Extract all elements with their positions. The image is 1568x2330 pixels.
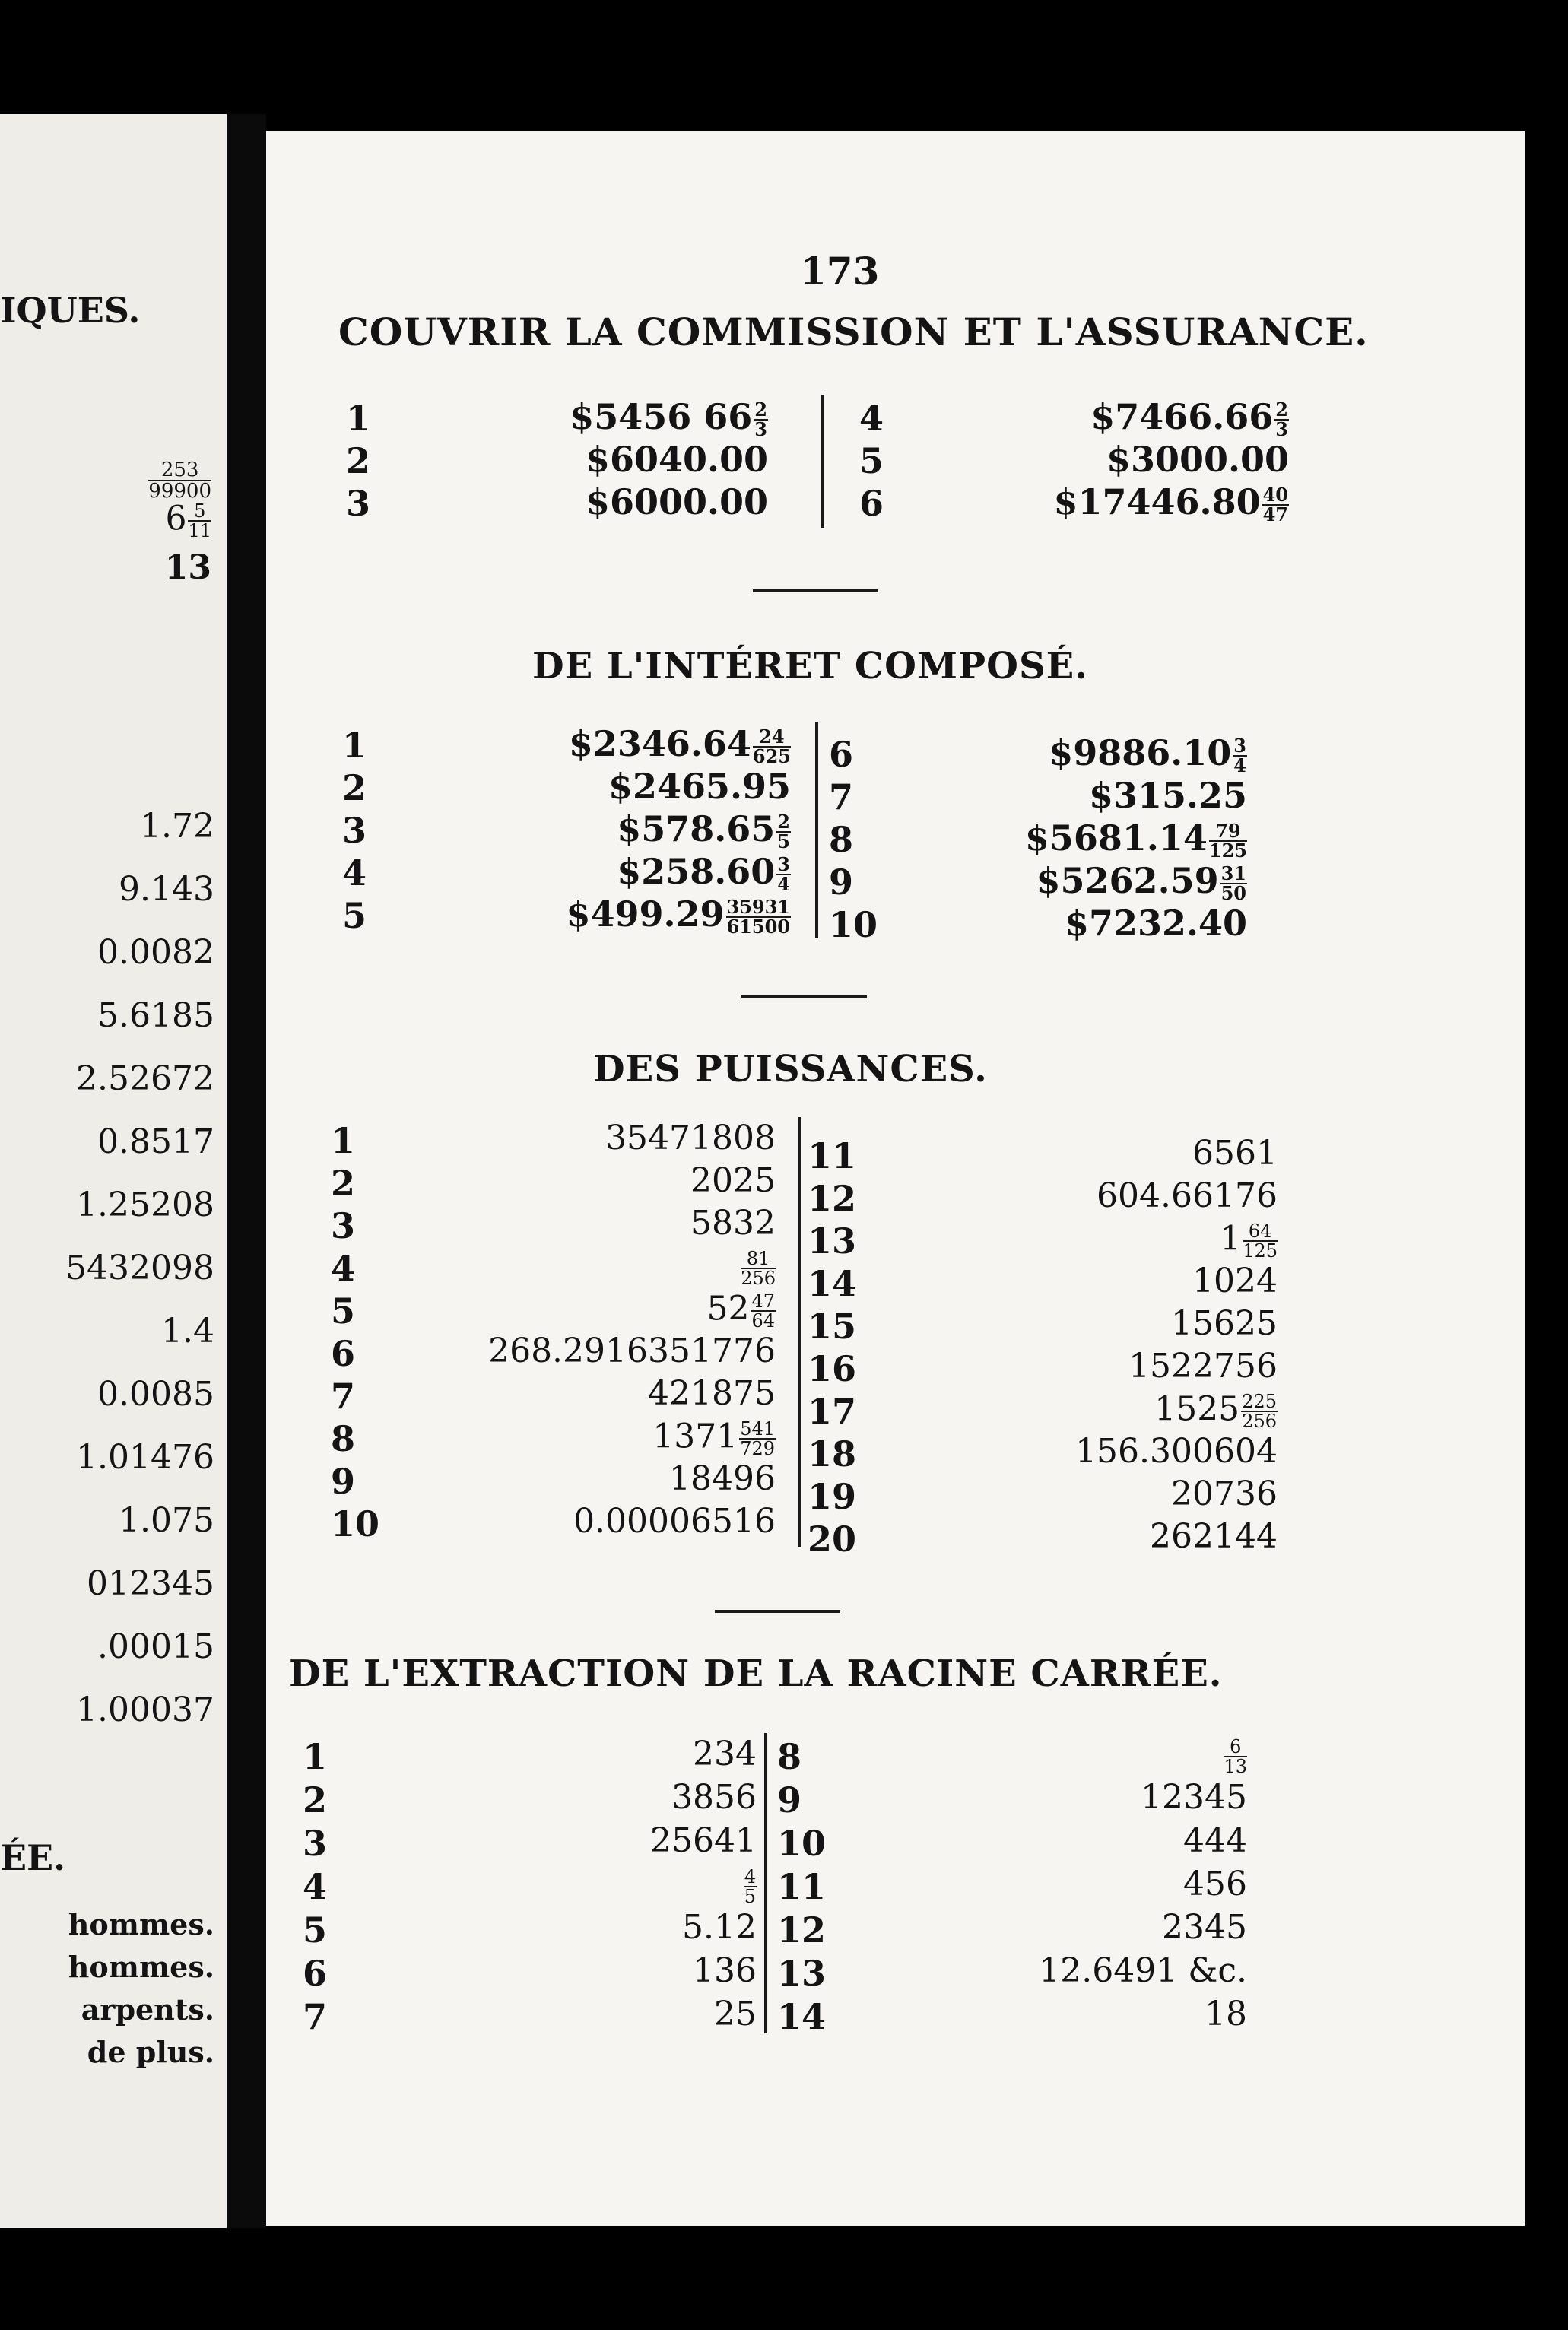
left-text-line: de plus. xyxy=(87,2035,214,2069)
value-whole: 234 xyxy=(693,1735,757,1773)
row-number: 8 xyxy=(829,819,854,860)
fraction-denominator: 4 xyxy=(777,873,790,895)
left-value: .00015 xyxy=(97,1627,214,1666)
row-value xyxy=(652,1417,776,1459)
value-whole: 1371 xyxy=(652,1417,738,1456)
row-number: 13 xyxy=(777,1953,827,1994)
left-value: 1.25208 xyxy=(76,1186,214,1224)
value-whole: 1 xyxy=(1220,1219,1242,1259)
fraction-denominator: 61500 xyxy=(726,916,790,938)
fraction-denominator: 3 xyxy=(754,418,767,440)
row-number: 12 xyxy=(777,1909,827,1951)
row-value xyxy=(488,1332,776,1370)
section-title: DES PUISSANCES. xyxy=(593,1048,988,1090)
value-fraction xyxy=(1243,1222,1278,1260)
value-whole: 604.66176 xyxy=(1097,1176,1278,1215)
section-divider xyxy=(741,995,867,998)
value-fraction xyxy=(752,725,791,767)
row-number: 6 xyxy=(331,1333,356,1374)
value-whole: $315.25 xyxy=(1088,775,1247,816)
row-number: 4 xyxy=(342,852,367,894)
value-fraction xyxy=(1220,862,1247,904)
section-divider xyxy=(715,1610,840,1613)
row-number: 19 xyxy=(808,1476,857,1517)
value-whole: 0.00006516 xyxy=(573,1502,776,1541)
fraction-numerator: 2 xyxy=(754,398,767,421)
row-number: 8 xyxy=(777,1736,802,1777)
row-value xyxy=(1088,775,1247,816)
value-whole: 20736 xyxy=(1171,1475,1278,1513)
row-value xyxy=(650,1821,757,1860)
value-whole: 1522756 xyxy=(1128,1347,1278,1386)
value-whole: $2465.95 xyxy=(608,766,791,807)
row-value xyxy=(714,1995,757,2033)
left-value: 2.52672 xyxy=(76,1059,214,1098)
value-whole: 6561 xyxy=(1192,1134,1278,1173)
left-frac-num: 253 xyxy=(148,460,211,481)
row-value xyxy=(585,481,768,522)
page-gutter xyxy=(227,114,266,2228)
value-whole: 18496 xyxy=(669,1459,776,1498)
row-value xyxy=(1162,1908,1247,1947)
row-value xyxy=(1205,1995,1247,2033)
left-value: 012345 xyxy=(87,1564,214,1603)
row-number: 10 xyxy=(331,1503,380,1544)
value-whole: 52 xyxy=(706,1289,750,1328)
fraction-denominator: 256 xyxy=(741,1268,776,1289)
row-value xyxy=(617,851,791,895)
column-divider xyxy=(798,1117,801,1547)
value-whole: 12.6491 &c. xyxy=(1039,1951,1247,1990)
value-whole: 15625 xyxy=(1171,1304,1278,1343)
row-value xyxy=(690,1161,776,1200)
value-whole: $258.60 xyxy=(617,851,776,892)
value-fraction xyxy=(1274,398,1289,440)
row-value xyxy=(1154,1389,1278,1432)
value-whole: $499.29 xyxy=(566,894,725,935)
row-value xyxy=(570,396,768,440)
row-value xyxy=(1053,481,1289,525)
fraction-numerator: 47 xyxy=(751,1290,775,1312)
value-whole: 35471808 xyxy=(605,1119,776,1157)
page-number: 173 xyxy=(800,249,880,294)
row-value xyxy=(1183,1821,1247,1860)
row-number: 17 xyxy=(808,1391,857,1432)
value-fraction xyxy=(754,398,768,440)
fraction-denominator: 625 xyxy=(752,745,791,767)
row-value xyxy=(1222,1738,1247,1776)
value-whole: $3000.00 xyxy=(1106,439,1289,480)
value-whole: $5456 66 xyxy=(570,396,753,437)
value-whole: 2025 xyxy=(690,1161,776,1200)
row-value xyxy=(1141,1778,1247,1817)
row-number: 18 xyxy=(808,1433,857,1475)
left-frac2-num: 5 xyxy=(188,502,211,522)
column-divider xyxy=(764,1733,767,2033)
fraction-denominator: 5 xyxy=(777,830,790,852)
value-fraction xyxy=(751,1292,776,1330)
row-value xyxy=(1183,1865,1247,1903)
fraction-numerator: 2 xyxy=(777,811,790,833)
row-value xyxy=(693,1735,757,1773)
fraction-numerator: 35931 xyxy=(726,896,790,918)
row-number: 3 xyxy=(342,810,367,851)
row-value xyxy=(693,1951,757,1990)
row-number: 1 xyxy=(303,1736,328,1777)
row-number: 5 xyxy=(331,1290,356,1332)
left-mixed-number xyxy=(165,499,211,541)
value-whole: 1024 xyxy=(1192,1262,1278,1300)
row-number: 2 xyxy=(346,440,371,481)
row-number: 20 xyxy=(808,1519,857,1560)
row-value xyxy=(1049,732,1247,776)
row-value xyxy=(1090,396,1289,440)
value-fraction xyxy=(1241,1392,1278,1430)
left-value: 1.075 xyxy=(119,1501,214,1540)
row-number: 3 xyxy=(331,1205,356,1246)
value-whole: 444 xyxy=(1183,1821,1247,1860)
value-whole: $6040.00 xyxy=(585,439,768,480)
left-page-heading: IQUES. xyxy=(0,290,141,331)
left-value: 0.0085 xyxy=(97,1375,214,1414)
left-text-line: hommes. xyxy=(68,1907,214,1941)
row-number: 5 xyxy=(342,895,367,936)
fraction-numerator: 81 xyxy=(741,1249,776,1269)
row-number: 3 xyxy=(346,483,371,524)
fraction-denominator: 50 xyxy=(1220,882,1246,904)
row-value xyxy=(1220,1219,1278,1262)
fraction-numerator: 4 xyxy=(744,1866,756,1887)
left-line-13: 13 xyxy=(164,548,211,587)
row-number: 16 xyxy=(808,1348,857,1389)
row-number: 10 xyxy=(829,904,878,945)
value-whole: $9886.10 xyxy=(1049,732,1232,773)
left-value: 1.72 xyxy=(140,807,214,846)
fraction-denominator: 256 xyxy=(1242,1411,1277,1432)
fraction-numerator: 31 xyxy=(1220,862,1246,884)
left-frac-den: 99900 xyxy=(148,480,211,503)
row-value xyxy=(1192,1262,1278,1300)
value-whole: $6000.00 xyxy=(585,481,768,522)
fraction-denominator: 729 xyxy=(740,1438,775,1459)
row-value xyxy=(671,1778,757,1817)
row-number: 12 xyxy=(808,1178,857,1219)
row-value xyxy=(1171,1475,1278,1513)
row-number: 3 xyxy=(303,1823,328,1864)
value-whole: 5.12 xyxy=(682,1908,757,1947)
row-value xyxy=(669,1459,776,1498)
row-value xyxy=(742,1868,757,1906)
row-value xyxy=(706,1289,776,1332)
value-whole: 156.300604 xyxy=(1075,1432,1278,1471)
row-number: 9 xyxy=(829,862,854,903)
value-whole: 25641 xyxy=(650,1821,757,1860)
row-number: 6 xyxy=(829,734,854,775)
row-number: 1 xyxy=(331,1120,356,1161)
row-number: 15 xyxy=(808,1306,857,1347)
fraction-denominator: 125 xyxy=(1208,840,1247,862)
value-whole: 456 xyxy=(1183,1865,1247,1903)
row-value xyxy=(1192,1134,1278,1173)
row-number: 5 xyxy=(859,440,884,481)
row-number: 2 xyxy=(331,1163,356,1204)
value-fraction xyxy=(744,1868,757,1906)
row-value xyxy=(648,1374,776,1413)
value-whole: 136 xyxy=(693,1951,757,1990)
left-whole: 6 xyxy=(165,499,187,538)
value-whole: $7232.40 xyxy=(1064,903,1247,944)
fraction-numerator: 225 xyxy=(1242,1391,1277,1412)
row-number: 4 xyxy=(859,398,884,439)
fraction-denominator: 3 xyxy=(1275,418,1288,440)
value-whole: 262144 xyxy=(1150,1517,1278,1556)
row-value xyxy=(568,723,791,767)
left-text-line: arpents. xyxy=(81,1992,214,2027)
row-value xyxy=(608,766,791,807)
section-divider xyxy=(753,589,878,592)
row-number: 4 xyxy=(331,1248,356,1289)
fraction-denominator: 47 xyxy=(1262,503,1288,525)
row-value xyxy=(1150,1517,1278,1556)
left-page-heading-2: ÉE. xyxy=(0,1837,66,1878)
row-number: 11 xyxy=(777,1866,827,1907)
fraction-numerator: 64 xyxy=(1243,1222,1278,1242)
value-fraction xyxy=(1262,486,1289,524)
value-whole: 12345 xyxy=(1141,1778,1247,1817)
section-title: COUVRIR LA COMMISSION ET L'ASSURANCE. xyxy=(338,310,1369,354)
row-value xyxy=(605,1119,776,1157)
fraction-numerator: 79 xyxy=(1209,822,1247,842)
left-value: 1.01476 xyxy=(76,1438,214,1477)
left-value: 9.143 xyxy=(119,870,214,909)
fraction-denominator: 4 xyxy=(1233,754,1246,776)
row-number: 7 xyxy=(829,776,854,817)
value-fraction xyxy=(726,898,792,936)
left-fraction-block xyxy=(147,460,211,501)
row-value xyxy=(1024,817,1247,862)
main-page xyxy=(266,131,1525,2226)
row-number: 6 xyxy=(303,1953,328,1994)
left-text-line: hommes. xyxy=(68,1950,214,1984)
row-value xyxy=(1171,1304,1278,1343)
value-whole: 421875 xyxy=(648,1374,776,1413)
value-whole: $578.65 xyxy=(617,808,776,849)
row-number: 9 xyxy=(777,1779,802,1821)
fraction-denominator: 5 xyxy=(744,1886,756,1907)
left-value: 1.00037 xyxy=(76,1690,214,1729)
value-fraction xyxy=(1209,822,1247,860)
left-value: 1.4 xyxy=(161,1312,214,1351)
row-number: 5 xyxy=(303,1909,328,1951)
left-page-fragment xyxy=(0,114,228,2228)
value-whole: 25 xyxy=(714,1995,757,2033)
row-number: 14 xyxy=(777,1996,827,2037)
fraction-numerator: 541 xyxy=(740,1418,775,1440)
value-fraction xyxy=(776,855,791,894)
row-value xyxy=(682,1908,757,1947)
value-whole: $17446.80 xyxy=(1053,481,1261,522)
row-value xyxy=(1039,1951,1247,1990)
value-whole: $7466.66 xyxy=(1090,396,1274,437)
left-frac2-den: 11 xyxy=(188,520,211,541)
row-number: 1 xyxy=(342,725,367,766)
fraction-numerator: 40 xyxy=(1262,484,1288,506)
row-number: 9 xyxy=(331,1461,356,1502)
value-fraction xyxy=(741,1249,776,1287)
fraction-denominator: 125 xyxy=(1243,1240,1278,1262)
row-number: 4 xyxy=(303,1866,328,1907)
row-value xyxy=(573,1502,776,1541)
row-number: 2 xyxy=(303,1779,328,1821)
value-whole: $5681.14 xyxy=(1024,817,1208,859)
fraction-numerator: 3 xyxy=(777,853,790,875)
row-value xyxy=(617,808,791,852)
row-value xyxy=(1106,439,1289,480)
row-number: 7 xyxy=(303,1996,328,2037)
row-value xyxy=(739,1249,776,1287)
fraction-numerator: 24 xyxy=(753,728,791,748)
row-number: 7 xyxy=(331,1376,356,1417)
row-number: 10 xyxy=(777,1823,827,1864)
column-divider xyxy=(815,722,818,938)
value-fraction xyxy=(776,813,791,851)
row-value xyxy=(1075,1432,1278,1471)
fraction-denominator: 64 xyxy=(751,1310,775,1332)
row-value xyxy=(1036,860,1247,904)
fraction-numerator: 2 xyxy=(1275,398,1288,421)
row-value xyxy=(585,439,768,480)
value-whole: 3856 xyxy=(671,1778,757,1817)
column-divider xyxy=(821,395,824,528)
row-value xyxy=(1097,1176,1278,1215)
left-value: 5.6185 xyxy=(97,996,214,1035)
row-number: 11 xyxy=(808,1135,857,1176)
row-number: 1 xyxy=(346,398,371,439)
left-value: 5432098 xyxy=(65,1249,214,1287)
left-value: 0.0082 xyxy=(97,933,214,972)
row-number: 13 xyxy=(808,1221,857,1262)
left-value: 0.8517 xyxy=(97,1122,214,1161)
value-whole: 18 xyxy=(1205,1995,1247,2033)
section-title: DE L'EXTRACTION DE LA RACINE CARRÉE. xyxy=(289,1652,1223,1695)
value-fraction xyxy=(1233,737,1247,775)
value-fraction xyxy=(739,1420,776,1458)
row-value xyxy=(1064,903,1247,944)
row-number: 14 xyxy=(808,1263,857,1304)
value-whole: $2346.64 xyxy=(568,723,751,764)
row-number: 2 xyxy=(342,767,367,808)
value-fraction xyxy=(1224,1738,1247,1776)
fraction-numerator: 3 xyxy=(1233,735,1246,757)
value-whole: 2345 xyxy=(1162,1908,1247,1947)
value-whole: 5832 xyxy=(690,1204,776,1243)
section-title: DE L'INTÉRET COMPOSÉ. xyxy=(532,645,1088,687)
fraction-denominator: 13 xyxy=(1224,1756,1247,1777)
value-whole: 268.2916351776 xyxy=(488,1332,776,1370)
row-value xyxy=(566,894,791,938)
row-value xyxy=(690,1204,776,1243)
value-whole: 1525 xyxy=(1154,1389,1240,1429)
fraction-numerator: 6 xyxy=(1224,1738,1247,1757)
row-value xyxy=(1128,1347,1278,1386)
value-whole: $5262.59 xyxy=(1036,860,1219,901)
row-number: 8 xyxy=(331,1418,356,1459)
row-number: 6 xyxy=(859,483,884,524)
